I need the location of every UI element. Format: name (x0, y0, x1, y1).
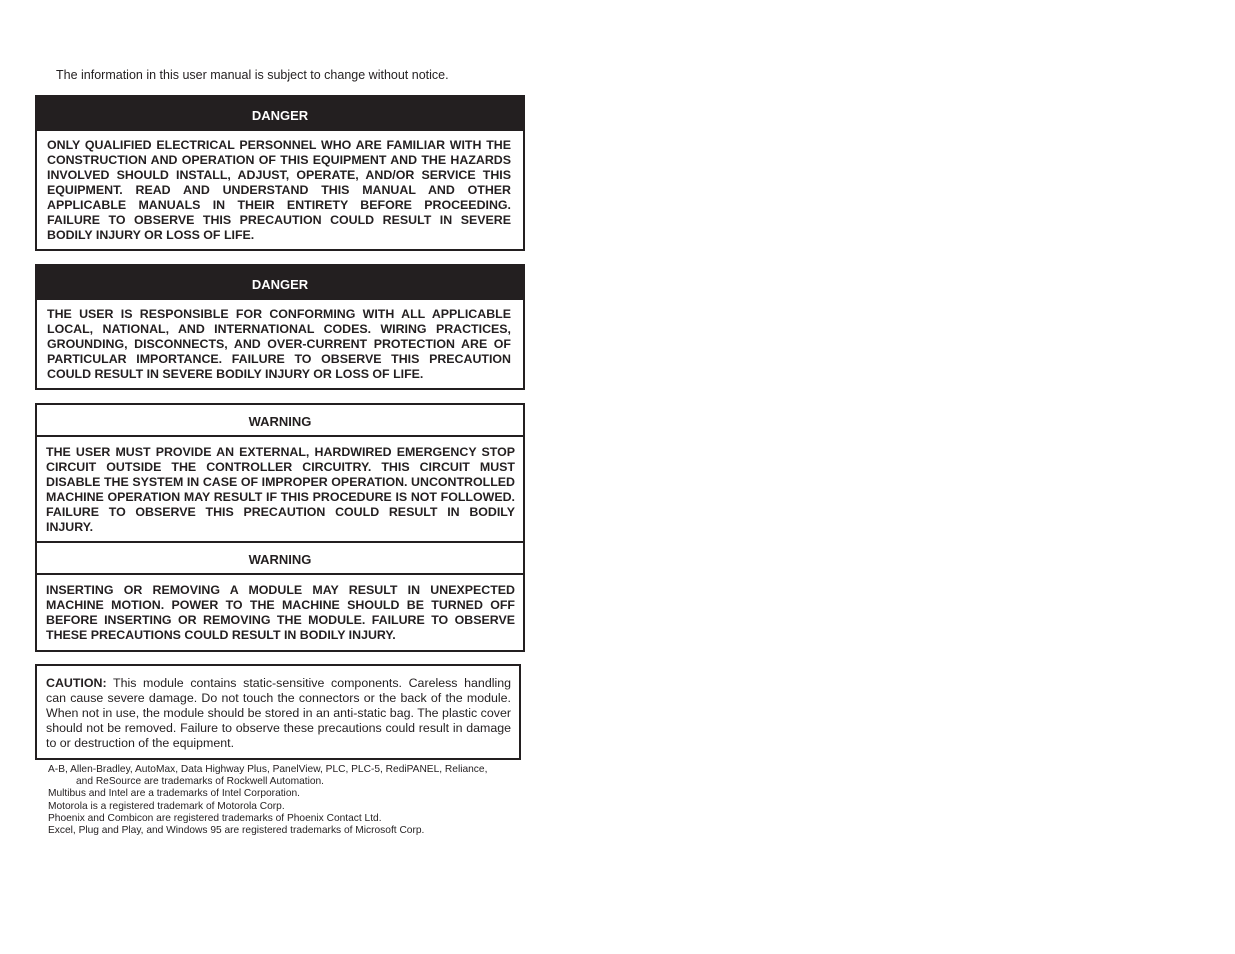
trademark-line-phoenix: Phoenix and Combicon are registered trademarks of Phoenix Contact Ltd. (48, 812, 382, 824)
danger-heading: DANGER (37, 266, 523, 300)
danger-heading: DANGER (37, 97, 523, 131)
trademark-notices (48, 764, 528, 837)
danger-text: ONLY QUALIFIED ELECTRICAL PERSONNEL WHO ARE FAMILIAR WITH THE CONSTRUCTION AND OPERATION OF THIS EQUIPMENT AND THE HAZARDS INVOLVED SHOULD INSTALL, ADJUST, OPERATE, AND/OR SERVICE THIS EQUIPMENT. READ AND UNDERSTAND THIS MANUAL AND OTHER APPLICABLE MANUALS IN THEIR ENTIRETY BEFORE PROCEEDING. FAILURE TO OBSERVE THIS PRECAUTION COULD RESULT IN SEVERE BODILY INJURY OR LOSS OF LIFE. (47, 138, 511, 242)
trademark-line-intel: Multibus and Intel are a trademarks of Intel Corporation. (48, 788, 300, 800)
danger-box-codes (35, 264, 525, 390)
warning-text: INSERTING OR REMOVING A MODULE MAY RESULT IN UNEXPECTED MACHINE MOTION. POWER TO THE MACHINE SHOULD BE TURNED OFF BEFORE INSERTING OR REMOVING THE MODULE. FAILURE TO OBSERVE THESE PRECAUTIONS COULD RESULT IN BODILY INJURY. (46, 583, 515, 642)
change-notice: The information in this user manual is subject to change without notice. (56, 68, 449, 82)
danger-text: THE USER IS RESPONSIBLE FOR CONFORMING WITH ALL APPLICABLE LOCAL, NATIONAL, AND INTERNATIONAL CODES. WIRING PRACTICES, GROUNDING, DISCONNECTS, AND OVER-CURRENT PROTECTION ARE OF PARTICULAR IMPORTANCE. FAILURE TO OBSERVE THIS PRECAUTION COULD RESULT IN SEVERE BODILY INJURY OR LOSS OF LIFE. (47, 307, 511, 381)
warning-text: THE USER MUST PROVIDE AN EXTERNAL, HARDWIRED EMERGENCY STOP CIRCUIT OUTSIDE THE CONTROLLER CIRCUITRY. THIS CIRCUIT MUST DISABLE THE SYSTEM IN CASE OF IMPROPER OPERATION. UNCONTROLLED MACHINE OPERATION MAY RESULT IF THIS PROCEDURE IS NOT FOLLOWED. FAILURE TO OBSERVE THIS PRECAUTION COULD RESULT IN BODILY INJURY. (46, 445, 515, 534)
caution-label: CAUTION: (46, 676, 107, 690)
trademark-line-rockwell-cont: and ReSource are trademarks of Rockwell Automation. (76, 776, 325, 788)
warning-heading: WARNING (37, 543, 523, 575)
trademark-line-motorola: Motorola is a registered trademark of Motorola Corp. (48, 800, 285, 812)
warning-box-module-insertion (35, 541, 525, 652)
trademark-line-rockwell: A-B, Allen-Bradley, AutoMax, Data Highway Plus, PanelView, PLC, PLC-5, RediPANEL, Reliance, (48, 764, 488, 775)
warning-box-emergency-stop (35, 403, 525, 544)
trademark-line-microsoft: Excel, Plug and Play, and Windows 95 are registered trademarks of Microsoft Corp. (48, 825, 425, 837)
warning-heading: WARNING (37, 405, 523, 437)
caution-box-static (35, 664, 521, 760)
danger-box-qualified-personnel (35, 95, 525, 251)
caution-text: This module contains static-sensitive components. Careless handling can cause severe damage. Do not touch the connectors or the back of the module. When not in use, the module should be stored in an anti-static bag. The plastic cover should not be removed. Failure to observe these precautions could result in damage to or destruction of the equipment. (46, 676, 511, 750)
